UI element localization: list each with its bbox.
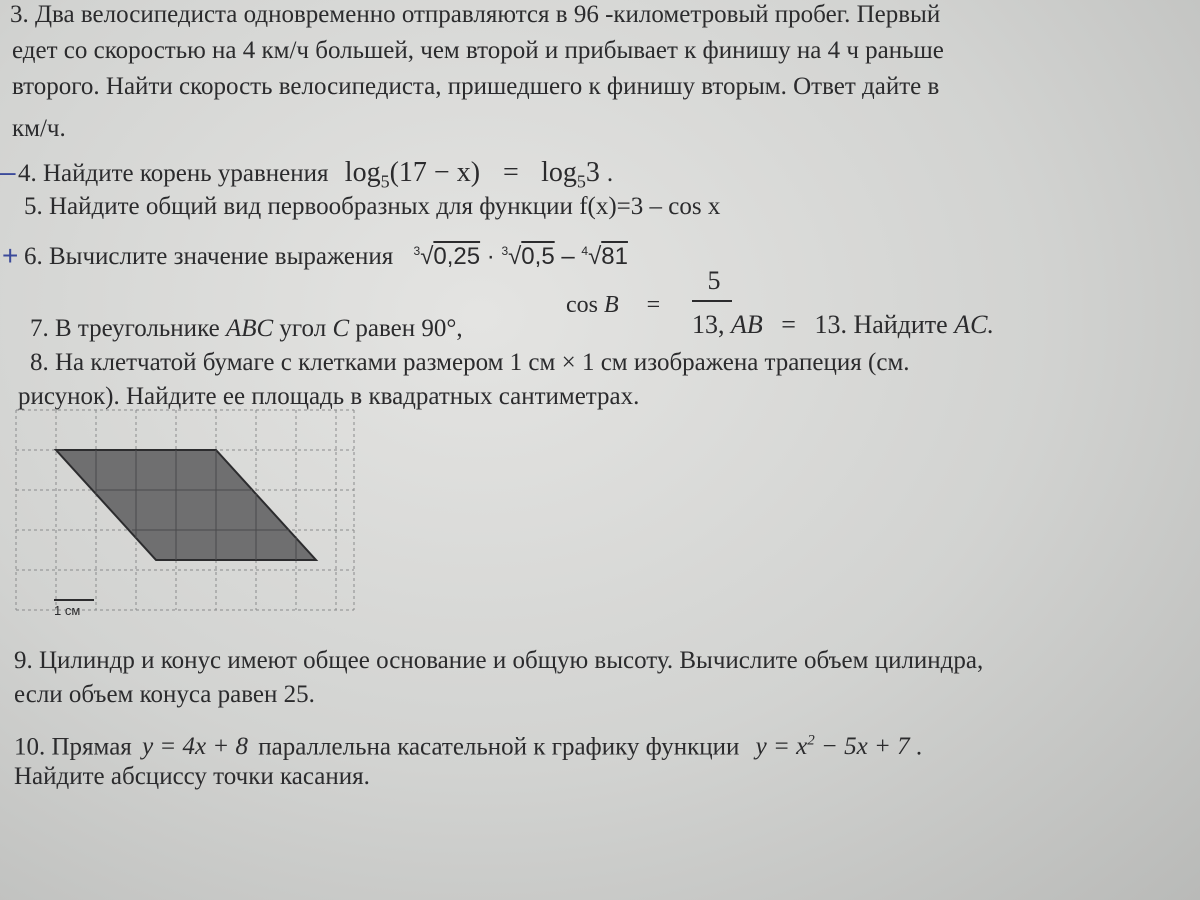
fraction-bar [692,300,732,302]
problem-10-line-1: 10. Прямая y = 4x + 8 параллельна касательной к графику функции $y = x^2 - 5x + 7$ . [14,733,923,761]
trapezoid-grid-figure [14,408,364,620]
problem-3-line-1: 3. Два велосипедиста одновременно отправляются в 96 -километровый пробег. Первый [10,1,941,28]
problem-6-text: 6. Вычислите значение выражения [24,243,394,270]
problem-3-line-4: км/ч. [12,115,66,142]
problem-3-line-3: второго. Найти скорость велосипедиста, пришедшего к финишу вторым. Ответ дайте в [12,73,940,100]
fraction-numerator: 5 [707,266,721,295]
problem-4 [18,158,613,197]
problem-7-tail: 13, AB = 13. Найдите AC. [692,310,994,339]
equation-equals: = [503,157,519,188]
cos-b-expression: cos B = [566,292,661,318]
problem-6 [24,236,628,272]
pen-dash-mark: – [0,156,16,187]
equation-log-right: $\log_53$ [541,157,600,192]
radical-expression: $^3$√0,25 · $^3$√0,5 – $^4$√81 [413,243,628,270]
pen-plus-mark: + [2,240,19,271]
problem-5: 5. Найдите общий вид первообразных для функции f(x)=3 – cos x [24,193,721,220]
trapezoid-shape [56,450,316,560]
problem-10-line-2: Найдите абсциссу точки касания. [14,763,370,790]
problem-8-line-1: 8. На клетчатой бумаге с клетками размером 1 см × 1 см изображена трапеция (см. [30,349,910,376]
problem-4-end: . [606,160,614,187]
scale-label: 1 см [54,603,81,618]
problem-4-text: 4. Найдите корень уравнения [18,160,329,187]
problem-9-line-1: 9. Цилиндр и конус имеют общее основание и общую высоту. Вычислите объем цилиндра, [14,647,984,674]
equation-log-left: $\log_5(17 - x)$ [344,157,481,192]
problem-7: 7. В треугольнике ABC угол C равен 90°, [30,315,463,342]
problem-9-line-2: если объем конуса равен 25. [14,681,315,708]
problem-3-line-2: едет со скоростью на 4 км/ч большей, чем второй и прибывает к финишу на 4 ч раньше [12,37,944,64]
line-equation: y = 4x + 8 [142,733,248,761]
problem-8-line-2: рисунок). Найдите ее площадь в квадратных сантиметрах. [18,383,640,410]
function-equation: $y = x^2 - 5x + 7$ [755,733,910,761]
